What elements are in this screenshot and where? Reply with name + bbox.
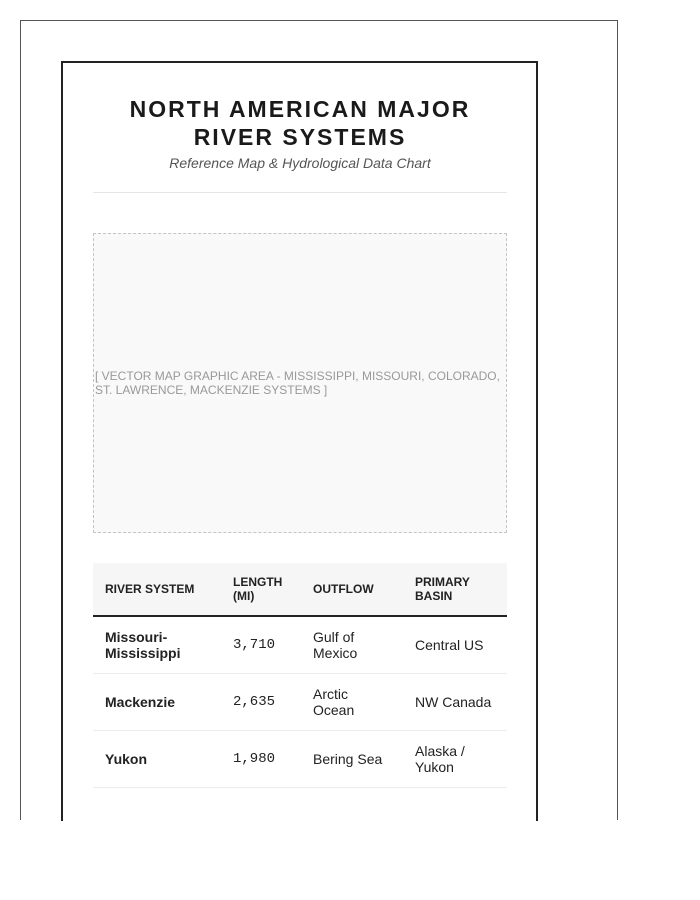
page-title	[93, 95, 507, 151]
page-subtitle: Reference Map & Hydrological Data Chart	[169, 155, 431, 171]
header-primary-basin	[403, 563, 507, 616]
cell-basin	[403, 731, 507, 788]
map-placeholder-line-2: ST. LAWRENCE, MACKENZIE SYSTEMS ]	[95, 383, 328, 397]
header-outflow-label: OUTFLOW	[313, 582, 374, 596]
header-river-system	[93, 563, 221, 616]
outflow-part-2: Mexico	[313, 645, 358, 661]
basin-part-2: Yukon	[415, 759, 454, 775]
header-divider	[93, 192, 507, 193]
document-content	[93, 63, 507, 788]
header-basin-label: BASIN	[415, 589, 453, 603]
cell-length: 2,635	[221, 674, 301, 731]
outflow-part-1: Arctic	[313, 686, 348, 702]
cell-basin	[403, 616, 507, 674]
header-river-system-label: RIVER SYSTEM	[105, 582, 195, 596]
document-card	[61, 61, 538, 821]
cell-outflow	[301, 616, 403, 674]
map-placeholder-text	[94, 369, 500, 397]
cell-outflow	[301, 674, 403, 731]
cell-river: Mackenzie	[93, 674, 221, 731]
table-row	[93, 674, 507, 731]
header-length-label: LENGTH	[233, 575, 283, 589]
cell-river: Yukon	[93, 731, 221, 788]
title-line-1: NORTH AMERICAN MAJOR	[129, 96, 471, 122]
basin-part-1: Alaska /	[415, 743, 465, 759]
header-primary-label: PRIMARY	[415, 575, 470, 589]
outflow-part-2: Ocean	[313, 702, 355, 718]
header-outflow	[301, 563, 403, 616]
cell-length: 3,710	[221, 616, 301, 674]
title-line-2: RIVER SYSTEMS	[193, 124, 407, 150]
cell-basin: NW Canada	[403, 674, 507, 731]
header-length-unit: (MI)	[233, 589, 255, 603]
basin-part-1: Central US	[415, 637, 484, 653]
river-name-part-1: Missouri-	[105, 629, 168, 645]
table-row	[93, 731, 507, 788]
river-name-part-2: Mississippi	[105, 645, 181, 661]
cell-length: 1,980	[221, 731, 301, 788]
header-length	[221, 563, 301, 616]
table-header-row	[93, 563, 507, 616]
outflow-part-1: Gulf of	[313, 629, 355, 645]
map-graphic-area	[93, 233, 507, 533]
map-placeholder-line-1: [ VECTOR MAP GRAPHIC AREA - MISSISSIPPI, MISSOURI, COLORADO,	[95, 369, 500, 383]
table-row	[93, 616, 507, 674]
cell-river	[93, 616, 221, 674]
river-data-table	[93, 563, 507, 788]
cell-outflow: Bering Sea	[301, 731, 403, 788]
